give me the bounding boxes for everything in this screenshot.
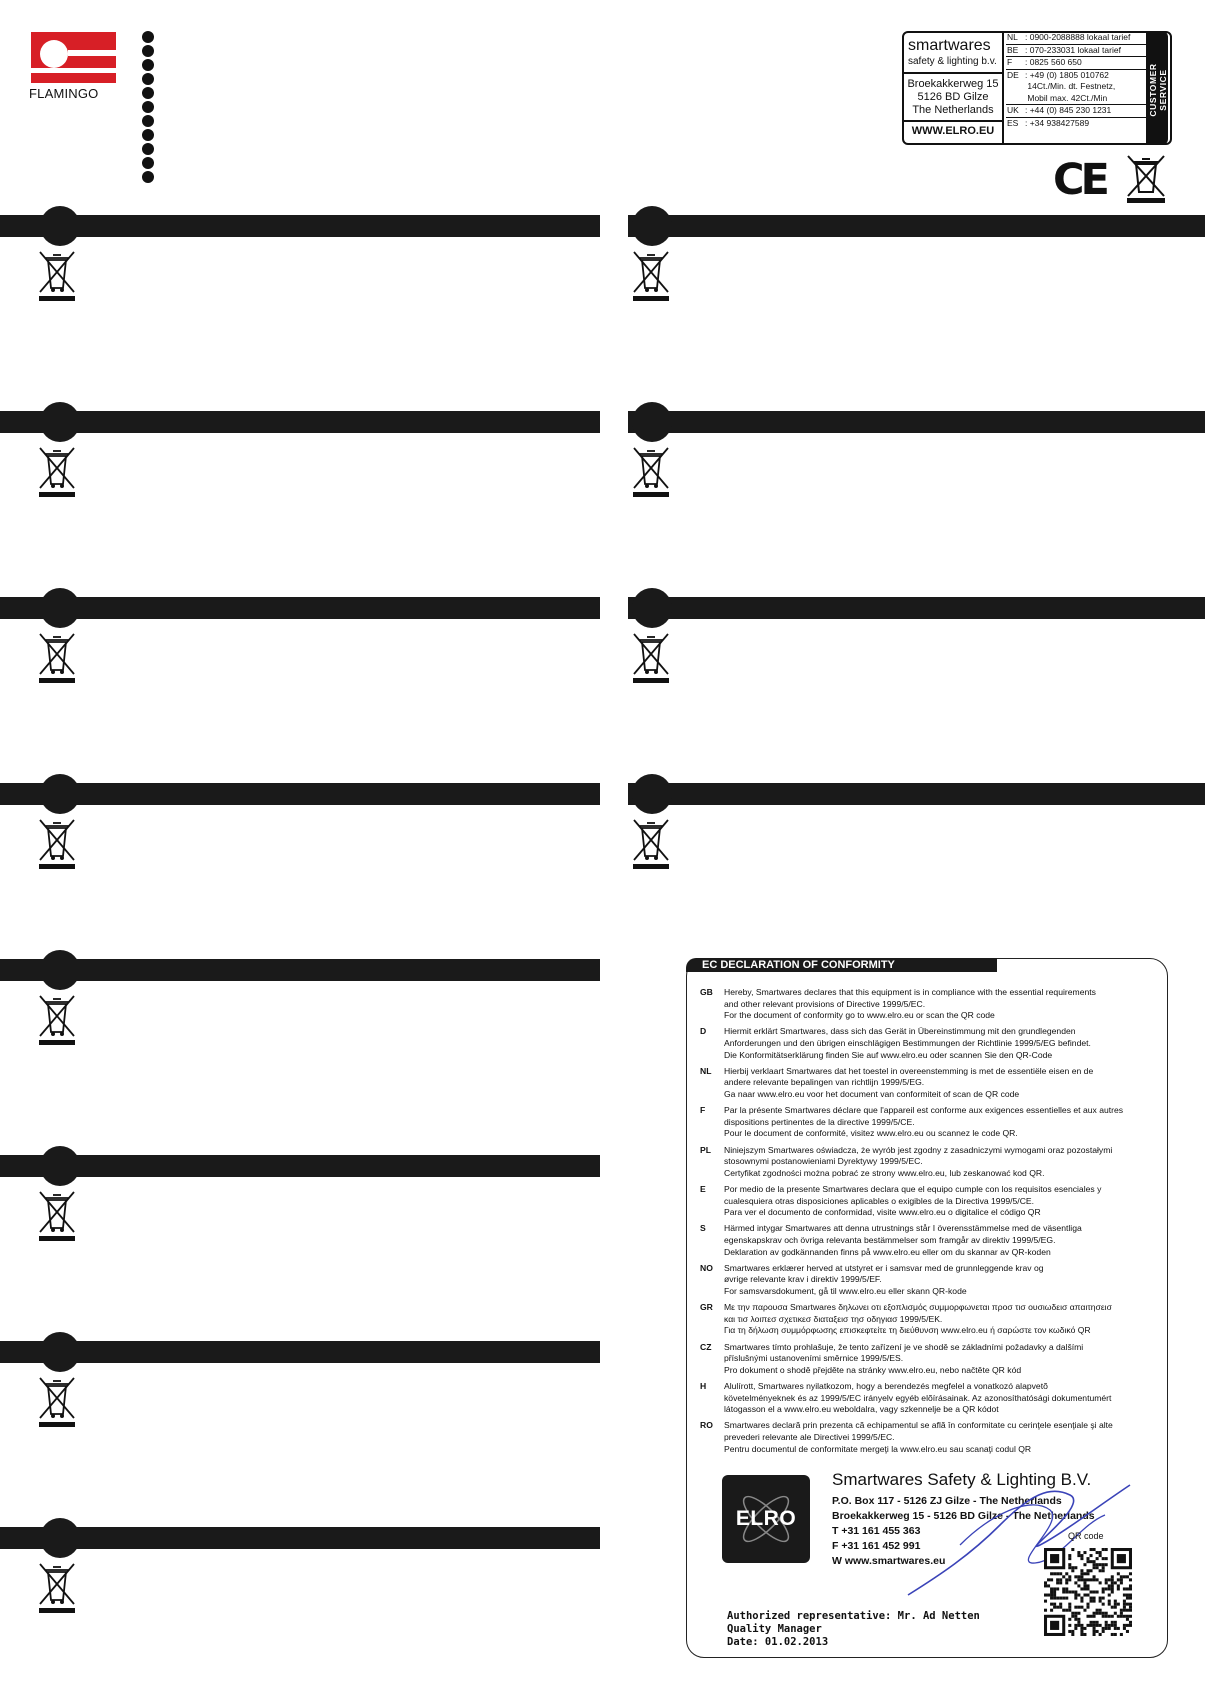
declaration-line: Ga naar www.elro.eu voor het document van conformiteit of scan de QR code [724,1088,1020,1099]
section-marker [40,950,80,990]
section-bar [0,215,600,237]
section-marker [632,206,672,246]
declaration-line: Pro dokument o shodě přejděte na stránky www.elro.eu, nebo načtěte QR kód [724,1364,1022,1375]
service-address [904,78,1002,117]
declaration-item-ro [700,1420,1150,1455]
language-code: S [700,1223,706,1234]
weee-bin-icon [1124,152,1168,204]
service-divider [902,72,1002,74]
declaration-line: Par la présente Smartwares déclare que l'appareil est conforme aux exigences essentielles et aux autres [724,1105,1124,1116]
representative-line: Date: 01.02.2013 [727,1636,829,1648]
declaration-line: και τισ λοιπεσ σχετικεσ διαταξεισ τησ οδηγιασ 1999/5/ΕΚ. [724,1313,943,1324]
section-marker [40,402,80,442]
service-subtitle: safety & lighting b.v. [908,56,997,67]
declaration-line: Niniejszym Smartwares oświadcza, że wyrób jest zgodny z zasadniczymi wymogami oraz pozostałymi [724,1144,1113,1155]
declaration-line: Pour le document de conformité, visitez www.elro.eu ou scannez le code QR. [724,1128,1018,1139]
company-line: F +31 161 452 991 [832,1540,921,1552]
declaration-line: and other relevant provisions of Directive 1999/5/EC. [724,998,926,1009]
weee-bin-icon [34,992,80,1046]
weee-bin-icon [628,630,674,684]
weee-bin-icon [34,1374,80,1428]
declaration-item-nl [700,1066,1150,1101]
phone-row: NL : 0900-2088888 lokaal tarief [1006,32,1146,45]
address-line: Broekakkerweg 15 [907,78,999,90]
language-code: NO [700,1262,713,1273]
service-phone-list [1006,32,1146,129]
section-bar [0,597,600,619]
weee-bin-icon [34,630,80,684]
declaration-line: prevederi relevante ale Directivei 1999/5/EC. [724,1431,895,1442]
declaration-item-cz [700,1342,1150,1377]
section-bar [628,597,1205,619]
section-bar [0,783,600,805]
declaration-line: For the document of conformity go to www.elro.eu or scan the QR code [724,1010,995,1021]
section-bar [0,1341,600,1363]
qr-code-label: QR code [1068,1531,1104,1541]
company-line: Broekakkerweg 15 - 5126 BD Gilze - The Netherlands [832,1510,1095,1522]
representative-line: Authorized representative: Mr. Ad Netten [727,1610,980,1622]
section-marker [40,1146,80,1186]
declaration-line: Certyfikat zgodności można pobrać ze strony www.elro.eu, lub zeskanować kod QR. [724,1167,1045,1178]
section-marker [40,1332,80,1372]
representative-line: Quality Manager [727,1623,822,1635]
declaration-line: Smartwares declară prin prezenta că echipamentul se află în conformitate cu cerinţele esenţiale şi alte [724,1420,1113,1431]
ce-mark-icon: CE [1053,155,1106,205]
section-marker [632,588,672,628]
qr-code-icon[interactable] [1044,1548,1132,1636]
phone-row: ES : +34 938427589 [1007,117,1090,128]
weee-bin-icon [628,248,674,302]
declaration-line: Hiermit erklärt Smartwares, dass sich das Gerät in Übereinstimmung mit den grundlegenden [724,1026,1076,1037]
declaration-company: Smartwares Safety & Lighting B.V. [832,1470,1092,1489]
declaration-line: követelményeknek és az 1999/5/EC irányelv egyéb elõírásainak. Az azonosíthatósági dokumentumért [724,1392,1112,1403]
declaration-line: øvrige relevante krav i direktiv 1999/5/EF. [724,1274,882,1285]
section-bar [0,1527,600,1549]
declaration-item-gr [700,1302,1150,1337]
declaration-line: Anforderungen und den übrigen einschlägigen Bestimmungen der Richtlinie 1999/5/EG befindet. [724,1037,1091,1048]
phone-row: Mobil max. 42Ct./Min [1006,93,1146,106]
address-line: 5126 BD Gilze [917,91,989,103]
declaration-line: Για τη δήλωση συμμόρφωσης επισκεφτείτε τη διεύθυνση www.elro.eu ή σαρώστε τον κωδικό QR [724,1325,1091,1336]
language-code: PL [700,1144,711,1155]
weee-bin-icon [628,816,674,870]
declaration-line: Με την παρουσα Smartwares δηλωνει οτι εξοπλισμός συμμορφωνεται προσ τισ ουσιωδεισ απαιτησεισ [724,1302,1112,1313]
weee-bin-icon [34,248,80,302]
declaration-line: Alulírott, Smartwares nyilatkozom, hogy a berendezés megfelel a vonatkozó alapvetõ [724,1381,1048,1391]
language-code: E [700,1184,706,1194]
declaration-item-f [700,1105,1150,1140]
flamingo-brand-text: FLAMINGO [29,86,99,101]
section-bar [628,411,1205,433]
flamingo-logo-circle [40,40,68,68]
language-code: H [700,1381,707,1391]
declaration-line: egenskapskrav och övriga relevanta bestämmelser som framgår av direktiv 1999/5/EG. [724,1234,1056,1245]
declaration-line: For samsvarsdokument, gå til www.elro.eu eller skann QR-kode [724,1285,967,1296]
declaration-line: stosownymi postanowieniami Dyrektywy 1999/5/EC. [724,1156,923,1167]
language-code: GR [700,1302,713,1313]
declaration-line: Die Konformitätserklärung finden Sie auf www.elro.eu oder scannen Sie den QR-Code [724,1049,1053,1060]
address-line: The Netherlands [912,104,994,116]
weee-bin-icon [34,1188,80,1242]
weee-bin-icon [34,816,80,870]
service-website[interactable]: WWW.ELRO.EU [911,125,995,137]
declaration-item-e [700,1184,1150,1219]
declaration-line: andere relevante bepalingen van richtlijn 1999/5/EG. [724,1077,925,1088]
declaration-item-pl [700,1145,1150,1180]
elro-logo-text: ELRO [735,1507,797,1530]
section-marker [40,774,80,814]
service-divider [1002,31,1004,143]
declaration-item-no [700,1263,1150,1298]
phone-row: BE : 070-233031 lokaal tarief [1006,45,1146,58]
declaration-line: Smartwares tímto prohlašuje, že tento zařízení je ve shodě se základními požadavky a dalšími [724,1341,1084,1352]
language-code: CZ [700,1341,712,1352]
phone-row: 14Ct./Min. dt. Festnetz, [1025,81,1116,91]
decorative-dots [142,31,156,185]
declaration-line: látogasson el a www.elro.eu weboldalra, vagy szkennelje be a QR kódot [724,1404,999,1415]
declaration-line: Smartwares erklærer herved at utstyret er i samsvar med de grunnleggende krav og [724,1262,1044,1273]
declaration-line: Härmed intygar Smartwares att denna utrustnings står I överensstämmelse med de väsentliga [724,1223,1082,1234]
section-bar [0,411,600,433]
declaration-line: dispositions pertinentes de la directive 1999/5/CE. [724,1116,915,1127]
language-code: NL [700,1065,712,1076]
language-code: D [700,1026,707,1037]
phone-row: F : 0825 560 650 [1006,57,1146,70]
declaration-line: Pentru documentul de conformitate mergeţi la www.elro.eu sau scanaţi codul QR [724,1443,1032,1454]
declaration-item-h [700,1381,1150,1416]
declaration-line: Deklaration av godkännanden finns på www.elro.eu eller om du skannar av QR-koden [724,1246,1051,1257]
declaration-item-d [700,1026,1150,1061]
section-marker [632,402,672,442]
declaration-line: Hierbij verklaart Smartwares dat het toestel in overeenstemming is met de essentiële eisen en de [724,1065,1094,1076]
section-bar [0,1155,600,1177]
language-code: F [700,1105,706,1116]
section-bar [0,959,600,981]
company-line: W www.smartwares.eu [832,1555,946,1567]
customer-service-label: CUSTOMER SERVICE [1148,63,1168,117]
section-bar [628,215,1205,237]
service-divider [902,120,1002,122]
section-marker [40,1518,80,1558]
section-marker [632,774,672,814]
declaration-line: Hereby, Smartwares declares that this equipment is in compliance with the essential requirements [724,987,1096,997]
declaration-line: cualesquiera otras disposiciones aplicables o exigibles de la Directiva 1999/5/CE. [724,1195,1035,1206]
company-line: P.O. Box 117 - 5126 ZJ Gilze - The Netherlands [832,1495,1062,1507]
declaration-item-s [700,1223,1150,1258]
ec-declaration-title: EC DECLARATION OF CONFORMITY [686,958,997,972]
declaration-item-gb [700,987,1150,1022]
company-line: T +31 161 455 363 [832,1525,921,1537]
authorized-representative [727,1610,980,1649]
declaration-line: Para ver el documento de conformidad, visite www.elro.eu o digitalice el código QR [724,1207,1041,1218]
weee-bin-icon [628,444,674,498]
flamingo-logo-stripe [68,50,116,56]
section-marker [40,206,80,246]
weee-bin-icon [34,1560,80,1614]
section-marker [40,588,80,628]
declaration-line: příslušnými ustanoveními směrnice 1999/5/ES. [724,1353,904,1364]
phone-row: DE : +49 (0) 1805 010762 [1007,69,1109,80]
phone-row: UK : +44 (0) 845 230 1231 [1006,105,1146,118]
declaration-line: Por medio de la presente Smartwares declara que el equipo cumple con los requisitos esenciales y [724,1184,1102,1194]
service-company: smartwares [908,37,991,54]
language-code: GB [700,987,713,997]
language-code: RO [700,1420,713,1431]
weee-bin-icon [34,444,80,498]
flamingo-logo-stripe [31,68,116,73]
section-bar [628,783,1205,805]
